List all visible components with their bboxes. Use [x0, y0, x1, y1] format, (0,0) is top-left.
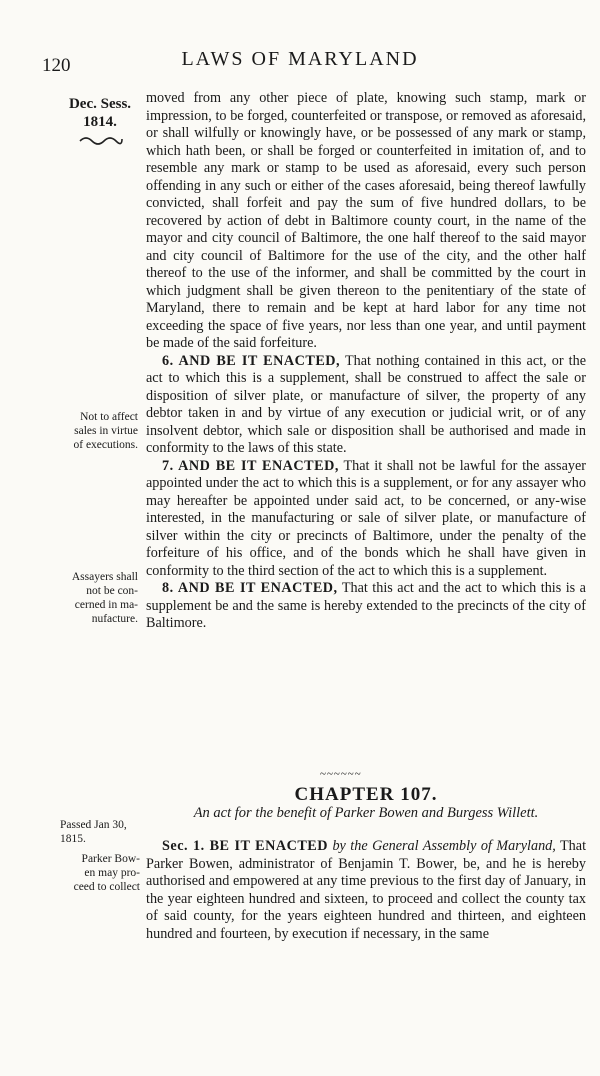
session-year: 1814.	[83, 114, 117, 130]
margin-line: not be con-	[86, 585, 138, 597]
section-8	[146, 580, 586, 633]
body-text	[146, 90, 586, 633]
chapter-section-1	[146, 838, 586, 943]
chapter-description: An act for the benefit of Parker Bowen and Burgess Willett.	[193, 805, 539, 821]
section-6-heading: 6. AND BE IT ENACTED,	[162, 352, 341, 369]
chapter-section-1-enacting: by the General Assembly of Maryland,	[328, 838, 556, 854]
margin-line: Not to affect	[80, 411, 138, 423]
margin-note-parker	[30, 852, 140, 894]
continuation-paragraph: moved from any other piece of plate, knowing such stamp, mark or impression, to be forged, counterfeited or transpose, or removed as aforesaid, or shall wilfully or knowingly have, or be possessed of any mark or stamp, which hath been, or shall be forged or counterfeited in imitation of, and to resemble any mark or stamp to be used as aforesaid, every such person offending in any such or either of the cases aforesaid, being thereof lawfully convicted, shall forfeit and pay the sum of five hundred dollars, to be recovered by action of debt in Baltimore county court, in the name of the mayor and city council of Baltimore, the one half thereof to the said mayor and city council of Baltimore for the use of the city, and the other half thereof to the use of the informer, and shall be committed by the court in which judgment shall be given thereon to the penitentiary of the state of Maryland, there to remain and be kept at hard labor for any time not exceeding the space of five years, nor less than one year, and until payment be made of the said forfeiture.	[146, 90, 586, 351]
chapter-title: CHAPTER 107.	[294, 784, 438, 805]
margin-line: Passed Jan 30,	[60, 819, 127, 831]
session-name: Dec. Sess.	[68, 96, 132, 112]
page-number: 120	[42, 55, 71, 76]
chapter-section-1-heading: Sec. 1. BE IT ENACTED	[162, 838, 329, 854]
margin-note-assayers	[36, 570, 138, 626]
margin-note-passed	[60, 818, 144, 846]
section-6	[146, 353, 586, 458]
running-head: LAWS OF MARYLAND	[181, 48, 419, 70]
flourish-ornament	[78, 133, 124, 147]
margin-line: en may pro-	[84, 867, 140, 879]
session-label	[55, 95, 145, 131]
chapter-section-1-text: That Parker Bowen, administrator of Benjamin T. Bower, be, and he is hereby authorised and empowered at any time previous to the first day of January, in the year eighteen hundred and sixteen, to proceed and collect the county tax of said county, for the years eighteen hundred and thirteen, and eighteen hundred and fourteen, by execution if necessary, in the same	[146, 838, 587, 942]
margin-line: cerned in ma-	[74, 599, 138, 611]
section-6-text: That nothing contained in this act, or the act to which this is a supplement, shall be construed to affect the sale or disposition of silver plate, or manufacture of silver, the property of any debtor taken in and by virtue of any execution or judicial writ, or of any insolvent debtor, which sale or disposition shall be authorised and made in conformity to the laws of this state.	[146, 352, 586, 456]
margin-line: nufacture.	[91, 613, 138, 625]
section-7	[146, 458, 586, 581]
chapter-ornament: ~~~~~~	[320, 768, 362, 780]
section-7-heading: 7. AND BE IT ENACTED,	[162, 457, 339, 474]
section-7-text: That it shall not be lawful for the assayer appointed under the act to which this is a supplement, or for any assayer who may hereafter be appointed under said act, to be concerned, or any-wise interested, in the manufacturing or sale of silver plate, or manufacture of silver within the city or precincts of Baltimore, under the penalty of the forfeiture of his office, and of the bonds which he shall have given in conformity to the third section of the act to which this is a supplement.	[146, 457, 586, 579]
section-8-heading: 8. AND BE IT ENACTED,	[162, 580, 338, 596]
section-8-text: That this act and the act to which this is a supplement be and the same is hereby extended to the precincts of the city of Baltimore.	[146, 580, 586, 631]
margin-line: sales in virtue	[74, 425, 138, 437]
margin-line: Parker Bow-	[81, 853, 140, 865]
margin-note-not-affect	[36, 410, 138, 452]
margin-line: Assayers shall	[71, 571, 138, 583]
margin-line: 1815.	[60, 833, 86, 845]
chapter-body	[146, 838, 586, 943]
margin-line: ceed to collect	[73, 881, 140, 893]
margin-line: of executions.	[73, 439, 138, 451]
